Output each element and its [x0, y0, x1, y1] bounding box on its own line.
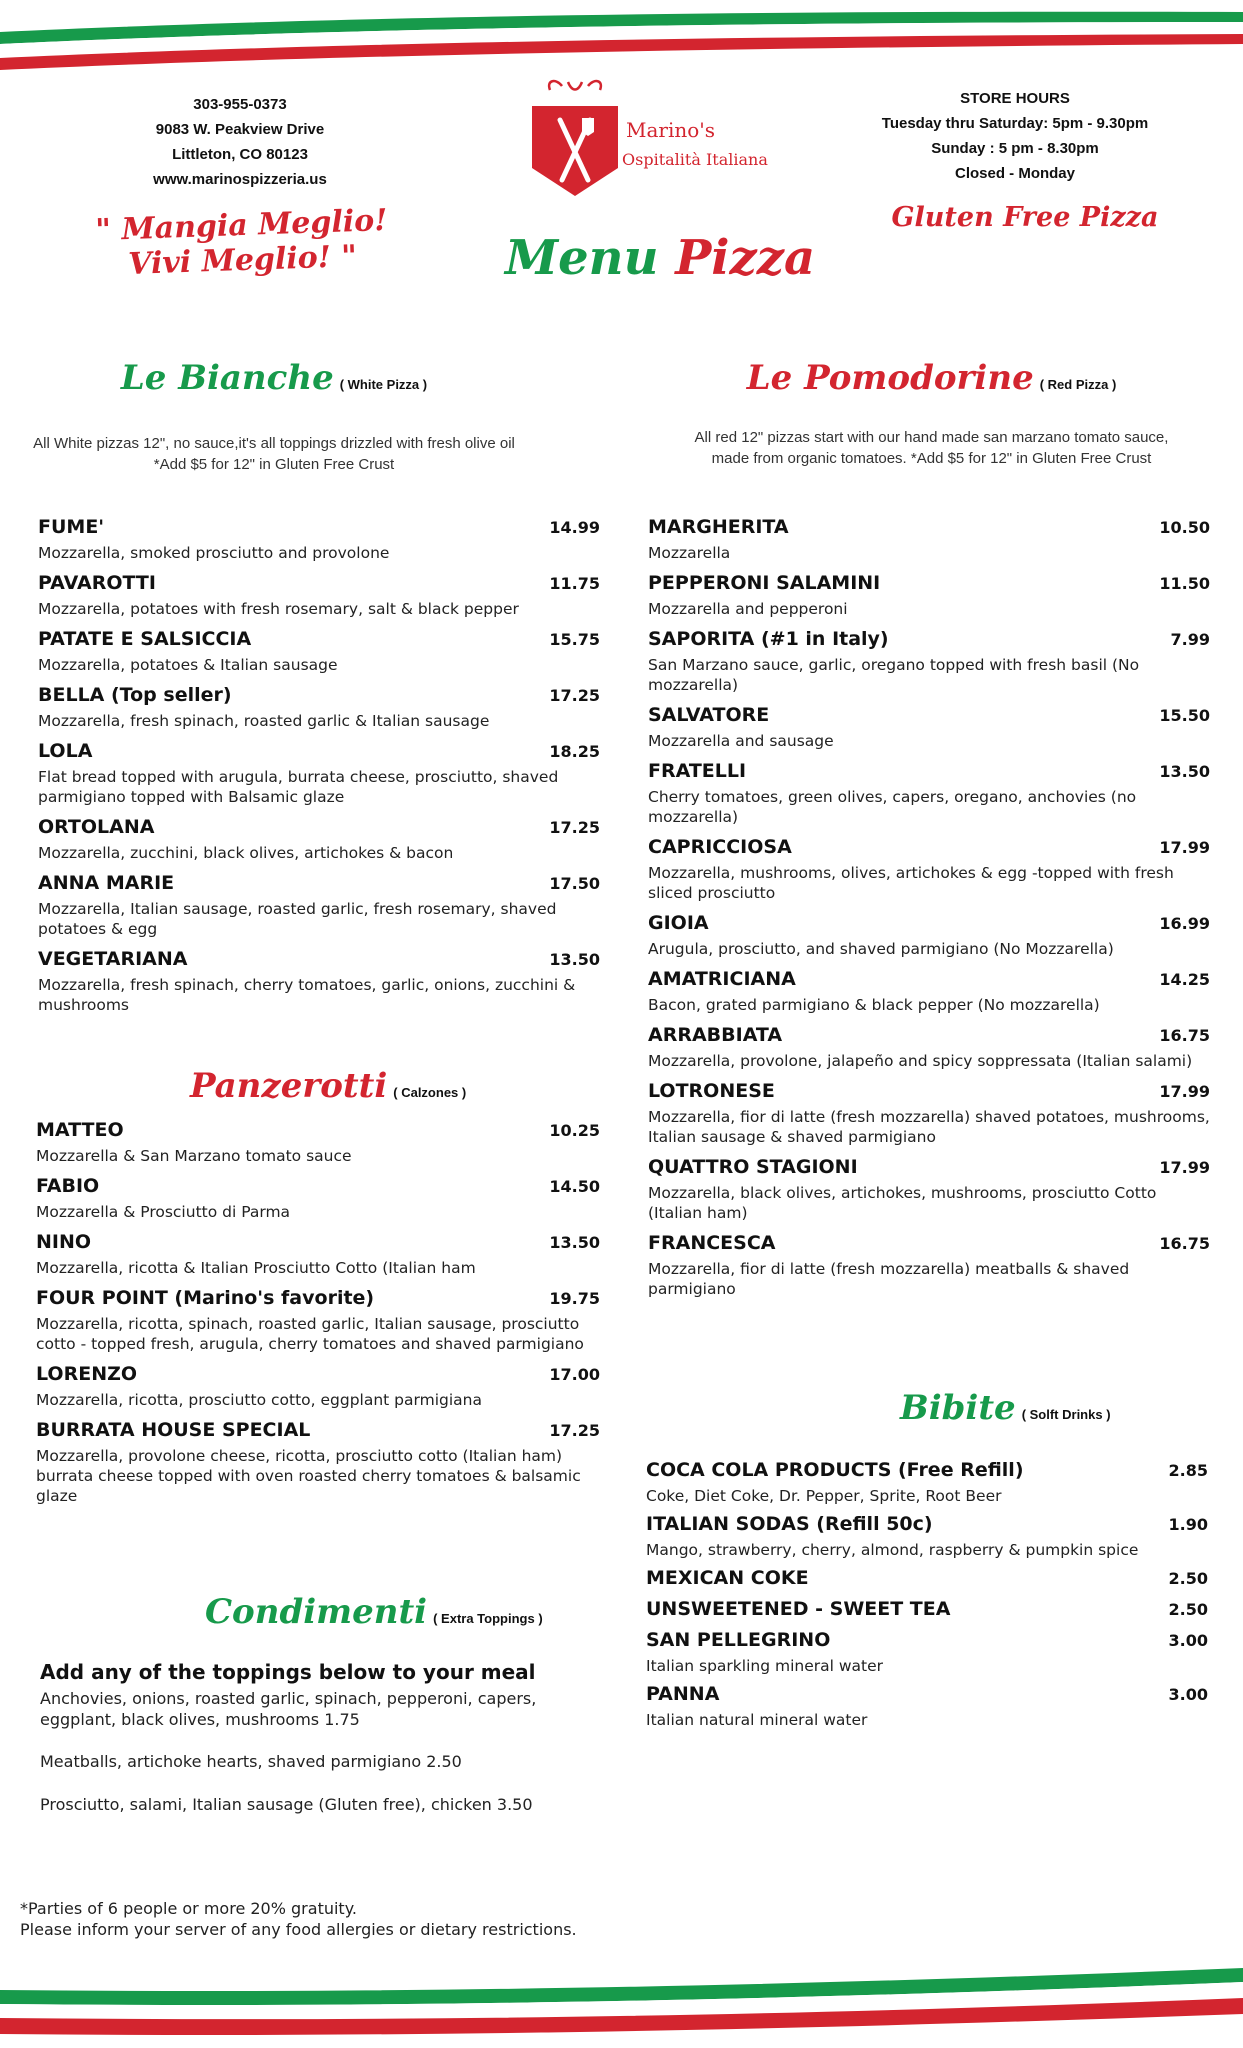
motto: " Mangia Meglio! Vivi Meglio! " — [94, 202, 388, 282]
bibite-tag: ( Solft Drinks ) — [1021, 1407, 1111, 1422]
menu-title — [505, 230, 815, 286]
item-price: 16.75 — [1159, 1234, 1210, 1253]
menu-item — [36, 1418, 600, 1506]
item-price: 1.90 — [1168, 1515, 1208, 1534]
panzerotti-heading — [190, 1066, 466, 1106]
item-description: Mozzarella, black olives, artichokes, mushrooms, prosciutto Cotto (Italian ham) — [648, 1184, 1157, 1222]
menu-item — [38, 739, 600, 807]
item-description: Cherry tomatoes, green olives, capers, oregano, anchovies (no mozzarella) — [648, 788, 1137, 826]
menu-item — [36, 1286, 600, 1354]
item-description: Mozzarella & Prosciutto di Parma — [36, 1203, 291, 1221]
menu-item — [648, 967, 1210, 1015]
menu-item — [648, 1231, 1210, 1299]
item-price: 16.99 — [1159, 914, 1210, 933]
item-description: Arugula, prosciutto, and shaved parmigiano (No Mozzarella) — [648, 940, 1114, 958]
menu-item — [36, 1230, 600, 1278]
footer-notes — [20, 1898, 820, 1940]
menu-item — [36, 1362, 600, 1410]
pomodorine-intro — [620, 427, 1243, 469]
menu-item — [38, 815, 600, 863]
gluten-free-banner: Gluten Free Pizza — [891, 202, 1159, 233]
item-price: 14.99 — [549, 518, 600, 537]
item-name: FOUR POINT (Marino's favorite) — [36, 1287, 375, 1309]
menu-item — [36, 1118, 600, 1166]
item-description: Mozzarella, provolone cheese, ricotta, prosciutto cotto (Italian ham) burrata cheese topped with oven roasted cherry tomatoes & balsamic glaze — [36, 1447, 581, 1505]
menu-item — [648, 835, 1210, 903]
item-price: 17.00 — [549, 1365, 600, 1384]
item-description: Mozzarella, mushrooms, olives, artichokes & egg -topped with fresh sliced prosciutto — [648, 864, 1174, 902]
item-name: PATATE E SALSICCIA — [38, 628, 252, 650]
item-description: Mozzarella and pepperoni — [648, 600, 848, 618]
item-name: QUATTRO STAGIONI — [648, 1156, 858, 1178]
menu-item — [38, 947, 600, 1015]
item-description: Mozzarella, smoked prosciutto and provolone — [38, 544, 390, 562]
item-price: 10.25 — [549, 1121, 600, 1140]
item-name: AMATRICIANA — [648, 968, 796, 990]
item-description: Mango, strawberry, cherry, almond, raspberry & pumpkin spice — [646, 1541, 1139, 1559]
menu-item — [648, 703, 1210, 751]
menu-title-word: Menu — [505, 230, 659, 286]
condimenti-subheading: Add any of the toppings below to your meal — [40, 1660, 536, 1684]
item-price: 7.99 — [1170, 630, 1210, 649]
logo-name: Marino's — [626, 118, 716, 142]
item-name: ARRABBIATA — [648, 1024, 783, 1046]
menu-item — [648, 515, 1210, 563]
item-name: CAPRICCIOSA — [648, 836, 792, 858]
menu-item — [648, 1079, 1210, 1147]
menu-item — [38, 871, 600, 939]
item-name: BURRATA HOUSE SPECIAL — [36, 1419, 311, 1441]
menu-item — [646, 1628, 1208, 1676]
menu-item — [648, 571, 1210, 619]
footer-gratuity-note: *Parties of 6 people or more 20% gratuity. — [20, 1899, 357, 1918]
item-name: LORENZO — [36, 1363, 138, 1385]
item-price: 17.99 — [1159, 838, 1210, 857]
menu-item — [646, 1458, 1208, 1506]
item-description: Mozzarella, potatoes with fresh rosemary, salt & black pepper — [38, 600, 519, 618]
pomodorine-title: Le Pomodorine — [746, 358, 1034, 398]
item-name: LOTRONESE — [648, 1080, 775, 1102]
item-price: 13.50 — [549, 1233, 600, 1252]
item-price: 17.25 — [549, 1421, 600, 1440]
item-description: Mozzarella, ricotta & Italian Prosciutto Cotto (Italian ham — [36, 1259, 476, 1277]
item-description: Mozzarella, provolone, jalapeño and spicy soppressata (Italian salami) — [648, 1052, 1193, 1070]
item-price: 17.99 — [1159, 1082, 1210, 1101]
item-description: Mozzarella, fresh spinach, roasted garlic & Italian sausage — [38, 712, 490, 730]
item-name: PANNA — [646, 1683, 720, 1705]
item-name: ITALIAN SODAS (Refill 50c) — [646, 1513, 933, 1535]
logo — [530, 76, 768, 206]
store-hours-title: STORE HOURS — [960, 90, 1070, 107]
item-price: 16.75 — [1159, 1026, 1210, 1045]
item-name: UNSWEETENED - SWEET TEA — [646, 1598, 951, 1620]
item-price: 19.75 — [549, 1289, 600, 1308]
item-price: 15.75 — [549, 630, 600, 649]
item-description: Mozzarella, ricotta, prosciutto cotto, eggplant parmigiana — [36, 1391, 482, 1409]
hours-weekday: Tuesday thru Saturday: 5pm - 9.30pm — [881, 115, 1149, 132]
item-description: Mozzarella and sausage — [648, 732, 834, 750]
bianche-intro — [0, 433, 548, 475]
address-line-1: 9083 W. Peakview Drive — [155, 121, 325, 138]
item-description: Mozzarella, fior di latte (fresh mozzarella) meatballs & shaved parmigiano — [648, 1260, 1130, 1298]
menu-item — [648, 627, 1210, 695]
item-price: 11.50 — [1159, 574, 1210, 593]
item-description: Mozzarella, fior di latte (fresh mozzarella) shaved potatoes, mushrooms, Italian sausage & shaved parmigiano — [648, 1108, 1210, 1146]
item-description: Mozzarella, zucchini, black olives, artichokes & bacon — [38, 844, 454, 862]
item-price: 2.85 — [1168, 1461, 1208, 1480]
item-name: ANNA MARIE — [38, 872, 175, 894]
store-hours — [870, 86, 1160, 186]
menu-item — [646, 1597, 1208, 1622]
menu-item — [38, 627, 600, 675]
menu-item — [38, 683, 600, 731]
menu-item — [646, 1682, 1208, 1730]
item-description: Mozzarella, Italian sausage, roasted garlic, fresh rosemary, shaved potatoes & egg — [38, 900, 557, 938]
condimenti-line-1: Anchovies, onions, roasted garlic, spinach, pepperoni, capers, eggplant, black olives, mushrooms 1.75 — [40, 1689, 537, 1729]
menu-item — [646, 1566, 1208, 1591]
item-description: Italian sparkling mineral water — [646, 1657, 884, 1675]
item-price: 17.99 — [1159, 1158, 1210, 1177]
menu-item — [38, 571, 600, 619]
hours-sunday: Sunday : 5 pm - 8.30pm — [931, 140, 1099, 157]
item-name: COCA COLA PRODUCTS (Free Refill) — [646, 1459, 1024, 1481]
item-description: Mozzarella & San Marzano tomato sauce — [36, 1147, 352, 1165]
item-name: SAPORITA (#1 in Italy) — [648, 628, 889, 650]
item-name: GIOIA — [648, 912, 709, 934]
bianche-tag: ( White Pizza ) — [339, 377, 428, 392]
contact-block — [130, 92, 350, 192]
phone-number: 303-955-0373 — [193, 96, 287, 113]
hours-closed: Closed - Monday — [954, 165, 1075, 182]
item-price: 11.75 — [549, 574, 600, 593]
bianche-list — [38, 515, 600, 1023]
menu-item — [646, 1512, 1208, 1560]
item-name: FRATELLI — [648, 760, 747, 782]
item-price: 3.00 — [1168, 1631, 1208, 1650]
panzerotti-title: Panzerotti — [190, 1066, 388, 1106]
item-name: SAN PELLEGRINO — [646, 1629, 831, 1651]
item-name: LOLA — [38, 740, 93, 762]
footer-allergy-note: Please inform your server of any food allergies or dietary restrictions. — [20, 1920, 577, 1939]
logo-shield-icon — [530, 76, 620, 198]
item-description: San Marzano sauce, garlic, oregano topped with fresh basil (No mozzarella) — [648, 656, 1140, 694]
bianche-heading — [0, 358, 548, 398]
item-name: ORTOLANA — [38, 816, 155, 838]
menu-item — [38, 515, 600, 563]
bianche-title: Le Bianche — [120, 358, 334, 398]
item-description: Italian natural mineral water — [646, 1711, 868, 1729]
item-name: VEGETARIANA — [38, 948, 188, 970]
condimenti-title: Condimenti — [205, 1592, 428, 1632]
item-description: Mozzarella, fresh spinach, cherry tomatoes, garlic, onions, zucchini & mushrooms — [38, 976, 576, 1014]
item-price: 3.00 — [1168, 1685, 1208, 1704]
item-name: BELLA (Top seller) — [38, 684, 232, 706]
item-name: MARGHERITA — [648, 516, 789, 538]
condimenti-heading — [205, 1592, 543, 1632]
bibite-title: Bibite — [900, 1388, 1016, 1428]
menu-item — [648, 1155, 1210, 1223]
panzerotti-tag: ( Calzones ) — [393, 1085, 467, 1100]
item-name: PEPPERONI SALAMINI — [648, 572, 881, 594]
item-description: Coke, Diet Coke, Dr. Pepper, Sprite, Root Beer — [646, 1487, 1002, 1505]
condimenti-tag: ( Extra Toppings ) — [433, 1611, 543, 1626]
item-price: 15.50 — [1159, 706, 1210, 725]
item-price: 17.25 — [549, 686, 600, 705]
item-price: 2.50 — [1168, 1569, 1208, 1588]
logo-subtitle: Ospitalità Italiana — [622, 150, 768, 169]
pomodorine-list — [648, 515, 1210, 1307]
item-name: PAVAROTTI — [38, 572, 156, 594]
item-price: 17.25 — [549, 818, 600, 837]
condimenti-body — [40, 1660, 610, 1815]
condimenti-line-2: Meatballs, artichoke hearts, shaved parmigiano 2.50 — [40, 1752, 462, 1771]
bianche-intro-line-1: All White pizzas 12", no sauce,it's all toppings drizzled with fresh olive oil — [33, 435, 515, 452]
pomodorine-intro-line-1: All red 12" pizzas start with our hand made san marzano tomato sauce, — [694, 429, 1169, 446]
bianche-intro-line-2: *Add $5 for 12" in Gluten Free Crust — [153, 456, 395, 473]
pomodorine-intro-line-2: made from organic tomatoes. *Add $5 for 12" in Gluten Free Crust — [711, 450, 1152, 467]
menu-item — [36, 1174, 600, 1222]
top-flag-stripes — [0, 0, 1243, 70]
item-name: FRANCESCA — [648, 1232, 776, 1254]
menu-item — [648, 911, 1210, 959]
website: www.marinospizzeria.us — [153, 171, 327, 188]
panzerotti-list — [36, 1118, 600, 1514]
item-name: SALVATORE — [648, 704, 770, 726]
item-name: MEXICAN COKE — [646, 1567, 809, 1589]
pizza-title-word: Pizza — [675, 230, 816, 286]
item-price: 2.50 — [1168, 1600, 1208, 1619]
item-name: FUME' — [38, 516, 105, 538]
item-name: MATTEO — [36, 1119, 124, 1141]
menu-item — [648, 1023, 1210, 1071]
item-description: Mozzarella, ricotta, spinach, roasted garlic, Italian sausage, prosciutto cotto - topped fresh, arugula, cherry tomatoes and shaved parmigiano — [36, 1315, 584, 1353]
item-price: 13.50 — [1159, 762, 1210, 781]
item-price: 14.25 — [1159, 970, 1210, 989]
item-description: Mozzarella — [648, 544, 731, 562]
item-price: 10.50 — [1159, 518, 1210, 537]
bibite-list — [646, 1458, 1208, 1736]
menu-item — [648, 759, 1210, 827]
item-description: Flat bread topped with arugula, burrata cheese, prosciutto, shaved parmigiano topped with Balsamic glaze — [38, 768, 559, 806]
pomodorine-heading — [620, 358, 1243, 398]
item-name: NINO — [36, 1231, 92, 1253]
bibite-heading — [900, 1388, 1111, 1428]
item-price: 17.50 — [549, 874, 600, 893]
item-price: 14.50 — [549, 1177, 600, 1196]
item-description: Bacon, grated parmigiano & black pepper (No mozzarella) — [648, 996, 1100, 1014]
item-description: Mozzarella, potatoes & Italian sausage — [38, 656, 338, 674]
pomodorine-tag: ( Red Pizza ) — [1039, 377, 1117, 392]
item-price: 18.25 — [549, 742, 600, 761]
item-name: FABIO — [36, 1175, 100, 1197]
bottom-flag-stripes — [0, 1968, 1243, 2048]
address-line-2: Littleton, CO 80123 — [172, 146, 308, 163]
item-price: 13.50 — [549, 950, 600, 969]
condimenti-line-3: Prosciutto, salami, Italian sausage (Gluten free), chicken 3.50 — [40, 1795, 533, 1814]
